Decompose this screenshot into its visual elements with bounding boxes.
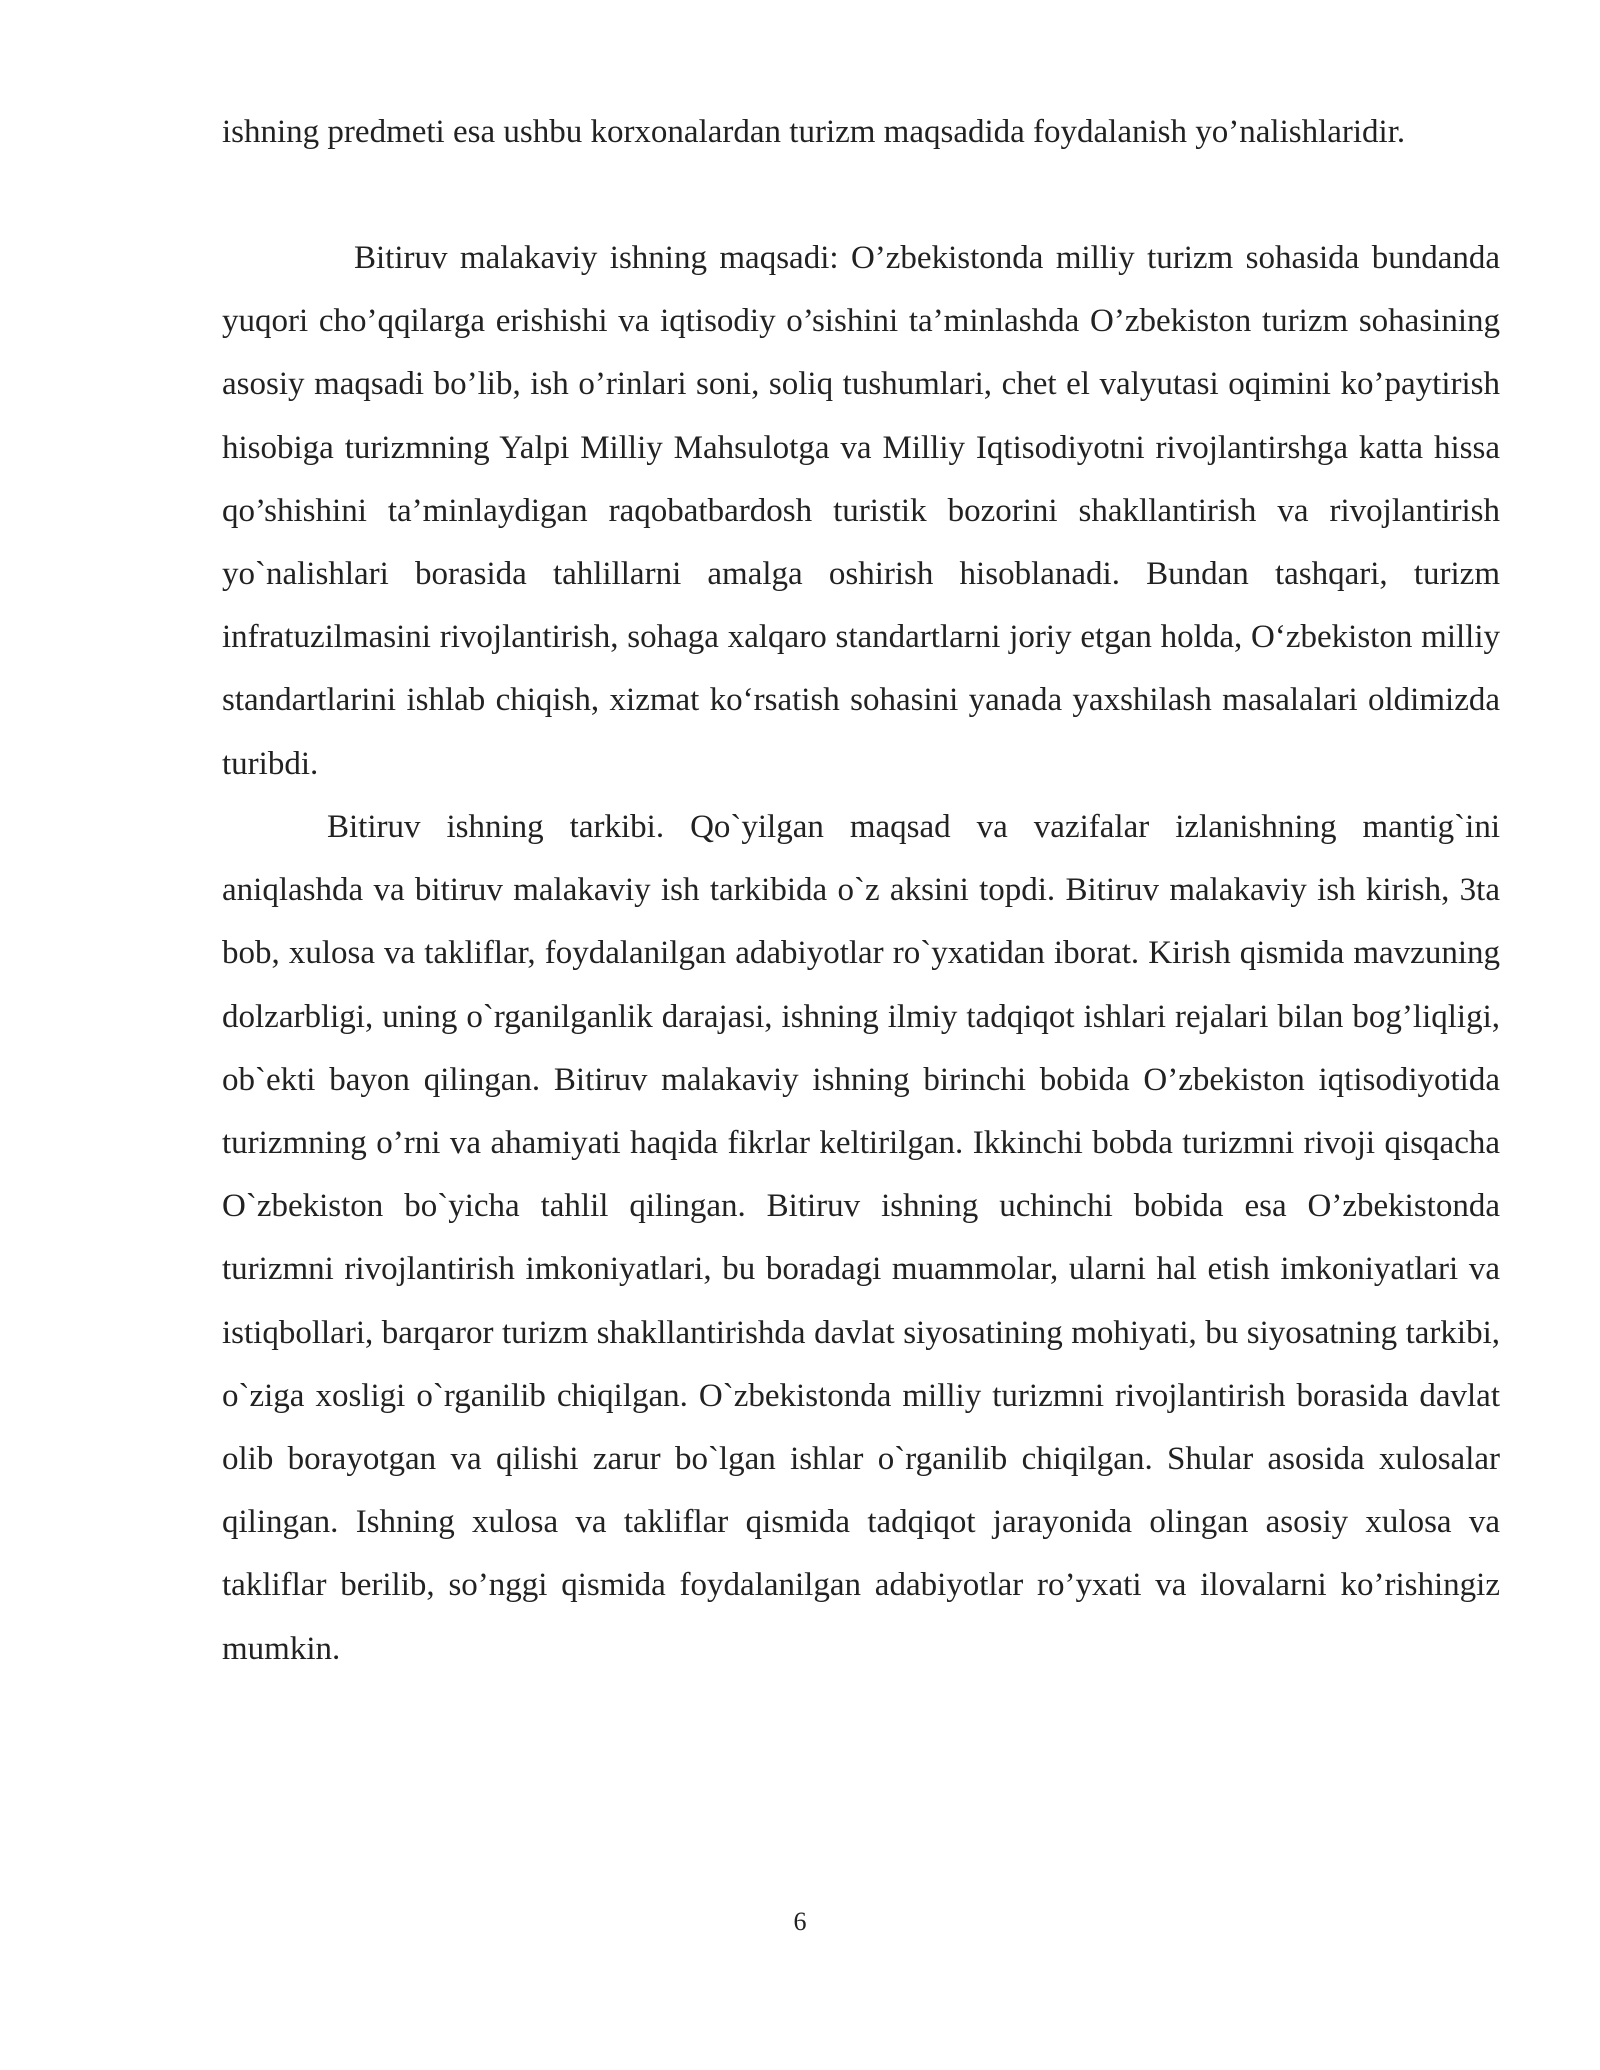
paragraph-goal [222,227,1500,796]
paragraph-continuation [222,101,1500,164]
paragraph-structure [222,796,1500,1681]
paragraph-text: Bitiruv ishning tarkibi. Qo`yilgan maqsad va vazifalar izlanishning mantig`ini aniqlashda va bitiruv malakaviy ish tarkibida o`z aksini topdi. Bitiruv malakaviy ish kirish, 3ta bob, xulosa va takliflar, foydalanilgan adabiyotlar ro`yxatidan iborat. Kirish qismida mavzuning dolzarbligi, uning o`rganilganlik darajasi, ishning ilmiy tadqiqot ishlari rejalari bilan bog’liqligi, ob`ekti bayon qilingan. Bitiruv malakaviy ishning birinchi bobida O’zbekiston iqtisodiyotida turizmning o’rni va ahamiyati haqida fikrlar keltirilgan. Ikkinchi bobda turizmni rivoji qisqacha O`zbekiston bo`yicha tahlil qilingan. Bitiruv ishning uchinchi bobida esa O’zbekistonda turizmni rivojlantirish imkoniyatlari, bu boradagi muammolar, ularni hal etish imkoniyatlari va istiqbollari, barqaror turizm shakllantirishda davlat siyosatining mohiyati, bu siyosatning tarkibi, o`ziga xosligi o`rganilib chiqilgan. O`zbekistonda milliy turizmni rivojlantirish borasida davlat olib borayotgan va qilishi zarur bo`lgan ishlar o`rganilib chiqilgan. Shular asosida xulosalar qilingan. Ishning xulosa va takliflar qismida tadqiqot jarayonida olingan asosiy xulosa va takliflar berilib, so’nggi qismida foydalanilgan adabiyotlar ro’yxati va ilovalarni ko’rishingiz mumkin. [222,809,1500,1667]
page-number: 6 [793,1907,807,1936]
paragraph-text: ishning predmeti esa ushbu korxonalardan turizm maqsadida foydalanish yo’nalishlaridir. [222,114,1406,150]
paragraph-text: Bitiruv malakaviy ishning maqsadi: O’zbekistonda milliy turizm sohasida bundanda yuqori cho’qqilarga erishishi va iqtisodiy o’sishini ta’minlashda O’zbekiston turizm sohasining asosiy maqsadi bo’lib, ish o’rinlari soni, soliq tushumlari, chet el valyutasi oqimini ko’paytirish hisobiga turizmning Yalpi Milliy Mahsulotga va Milliy Iqtisodiyotni rivojlantirshga katta hissa qo’shishini ta’minlaydigan raqobatbardosh turistik bozorini shakllantirish va rivojlantirish yo`nalishlari borasida tahlillarni amalga oshirish hisoblanadi. Bundan tashqari, turizm infratuzilmasini rivojlantirish, sohaga xalqaro standartlarni joriy etgan holda, O‘zbekiston milliy standartlarini ishlab chiqish, xizmat ko‘rsatish sohasini yanada yaxshilash masalalari oldimizda turibdi. [222,240,1500,782]
